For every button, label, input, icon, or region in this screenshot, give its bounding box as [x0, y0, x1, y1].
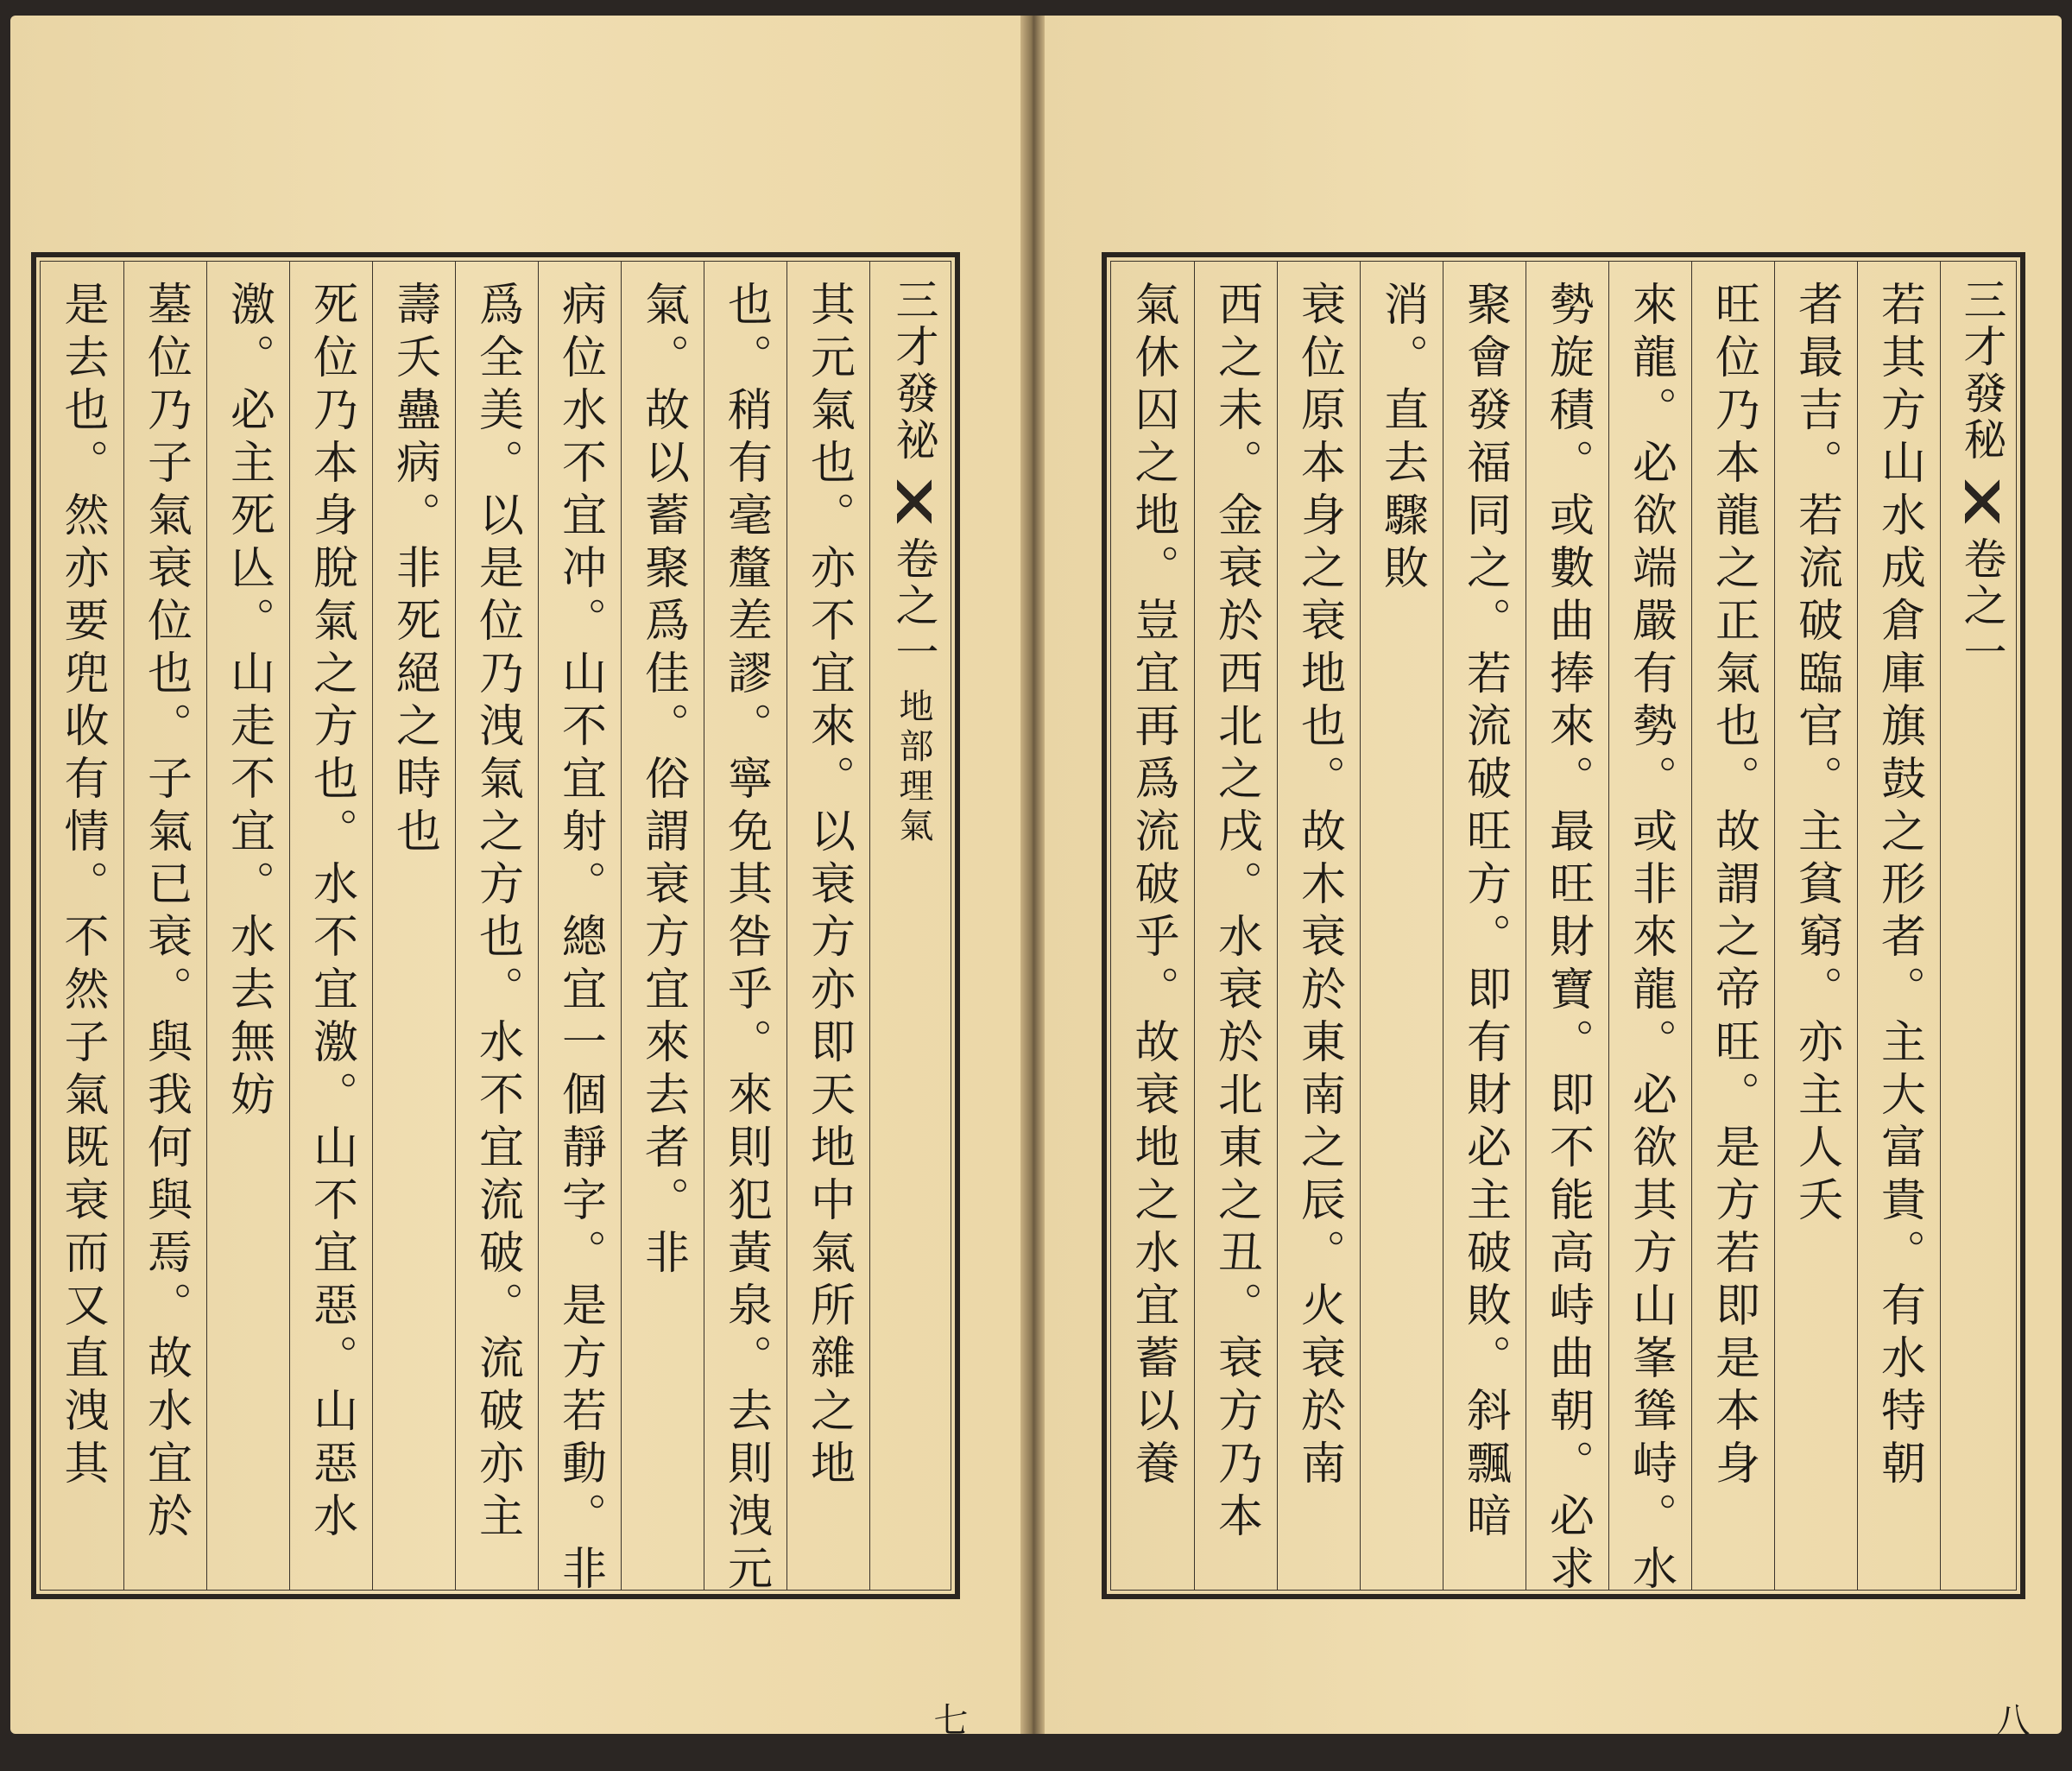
right-column-6	[1443, 262, 1526, 1590]
right-text-frame	[1102, 252, 2025, 1599]
right-column-text: 來龍。必欲端嚴有勢。或非來龍。必欲其方山峯聳峙。水	[1624, 281, 1677, 1597]
left-column-5	[455, 262, 538, 1590]
left-banner-title: 三才發祕	[888, 277, 939, 464]
left-text-frame	[31, 252, 960, 1599]
left-column-text: 爲全美。以是位乃洩氣之方也。水不宜流破。流破亦主	[471, 281, 523, 1545]
right-column-3	[1691, 262, 1774, 1590]
right-banner-volume: 卷之一	[1956, 536, 2007, 676]
left-column-text: 墓位乃子氣衰位也。子氣已衰。與我何與焉。故水宜於	[139, 281, 192, 1545]
right-column-7	[1360, 262, 1443, 1590]
right-column-text: 者最吉。若流破臨官。主貧窮。亦主人夭	[1790, 281, 1842, 1229]
right-column-1	[1857, 262, 1940, 1590]
right-column-text: 旺位乃本龍之正氣也。故謂之帝旺。是方若即是本身	[1707, 281, 1759, 1492]
right-banner	[1940, 262, 2023, 1590]
right-banner-title: 三才發秘	[1956, 277, 2007, 464]
left-column-text: 死位乃本身脫氣之方也。水不宜激。山不宜惡。山惡水	[305, 281, 357, 1545]
left-column-10	[41, 262, 123, 1590]
left-inner-border	[40, 261, 951, 1597]
fish-tail-ornament-icon	[1965, 476, 1999, 524]
left-column-2	[704, 262, 786, 1597]
right-column-4	[1608, 262, 1691, 1597]
left-column-7	[289, 262, 372, 1590]
fish-tail-ornament-icon	[897, 476, 932, 524]
left-column-text: 病位水不宜冲。山不宜射。總宜一個靜字。是方若動。非	[553, 281, 606, 1597]
left-folio: 七	[928, 1702, 968, 1736]
left-column-text: 激。必主死亾。山走不宜。水去無妨	[222, 281, 275, 1123]
right-column-text: 西之未。金衰於西北之戌。水衰於北東之丑。衰方乃本	[1210, 281, 1262, 1545]
right-column-2	[1774, 262, 1857, 1590]
left-column-text: 壽夭蠱病。非死絕之時也	[388, 281, 440, 860]
right-inner-border	[1110, 261, 2017, 1597]
left-banner	[869, 262, 957, 1590]
left-column-8	[206, 262, 289, 1590]
left-column-text: 氣。故以蓄聚爲佳。俗謂衰方宜來去者。非	[636, 281, 689, 1281]
right-column-9	[1194, 262, 1277, 1590]
right-column-text: 氣休囚之地。豈宜再爲流破乎。故衰地之水宜蓄以養	[1127, 281, 1178, 1492]
left-banner-volume: 卷之一	[888, 536, 939, 676]
right-column-text: 消。直去驟敗	[1375, 281, 1428, 597]
left-column-1	[786, 262, 869, 1590]
book-gutter	[1020, 16, 1045, 1734]
right-folio: 八	[1990, 1702, 2030, 1736]
right-column-text: 聚會發福同之。若流破旺方。即有財必主破敗。斜飄暗	[1458, 281, 1511, 1545]
left-banner-section: 地部理氣	[894, 688, 933, 847]
left-column-text: 是去也。然亦要兜收有情。不然子氣既衰而又直洩其	[56, 281, 108, 1492]
right-column-5	[1526, 262, 1608, 1597]
right-column-10	[1111, 262, 1194, 1590]
right-column-text: 衰位原本身之衰地也。故木衰於東南之辰。火衰於南	[1292, 281, 1345, 1492]
left-column-4	[538, 262, 621, 1597]
right-column-text: 勢旋積。或數曲捧來。最旺財寶。即不能高峙曲朝。必求	[1541, 281, 1594, 1597]
right-column-8	[1277, 262, 1360, 1590]
left-column-6	[372, 262, 455, 1590]
right-column-text: 若其方山水成倉庫旗鼓之形者。主大富貴。有水特朝	[1873, 281, 1925, 1492]
left-column-9	[123, 262, 206, 1590]
left-column-text: 其元氣也。亦不宜來。以衰方亦即天地中氣所雜之地	[802, 281, 855, 1492]
left-column-text: 也。稍有毫釐差謬。寧免其咎乎。來則犯黃泉。去則洩元	[719, 281, 772, 1597]
left-column-3	[621, 262, 704, 1590]
